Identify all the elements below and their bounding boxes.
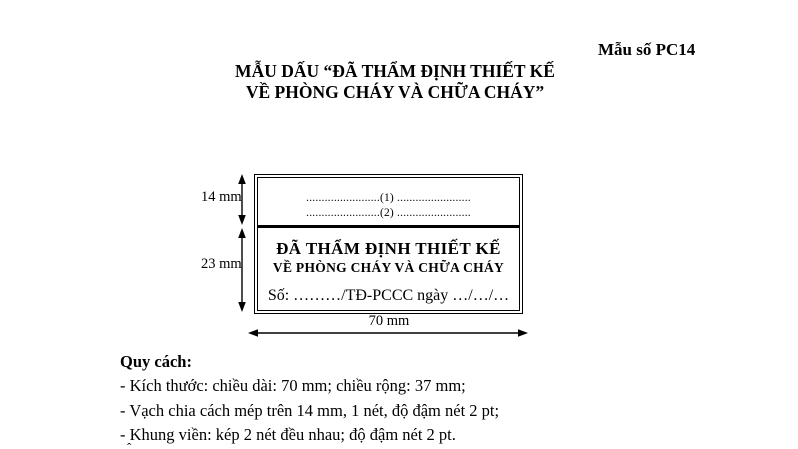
clipped-line-fragment: ˆ (127, 440, 132, 449)
specs-item-border: - Khung viền: kép 2 nét đều nhau; độ đậm nét 2 pt. (120, 425, 456, 445)
specs-section (120, 350, 499, 448)
page-title-line2: VỀ PHÒNG CHÁY VÀ CHỮA CHÁY” (245, 82, 545, 102)
stamp-bottom-section (258, 228, 519, 310)
page-title (145, 61, 645, 103)
stamp-top-section (258, 178, 519, 225)
specs-item-divider: - Vạch chia cách mép trên 14 mm, 1 nét, độ đậm nét 2 pt; (120, 400, 500, 420)
form-number: Mẫu số PC14 (598, 40, 696, 59)
specs-item-size: - Kích thước: chiều dài: 70 mm; chiều rộng: 37 mm; (120, 376, 466, 396)
stamp-heading-line1: ĐÃ THẨM ĐỊNH THIẾT KẾ (276, 239, 501, 258)
page-title-line1: MẪU DẤU “ĐÃ THẨM ĐỊNH THIẾT KẾ (235, 61, 555, 81)
stamp-heading-line2: VỀ PHÒNG CHÁY VÀ CHỮA CHÁY (272, 260, 505, 275)
dimension-label-70mm: 70 mm (368, 313, 410, 329)
stamp-dotted-line-2: ........................(2) ........................ (306, 206, 471, 219)
specs-heading: Quy cách: (120, 352, 192, 371)
stamp-dotted-line-1: ........................(1) ........................ (306, 191, 471, 204)
stamp-number-line: Số: ………/TĐ-PCCC ngày …/…/… (267, 287, 510, 304)
dimension-label-14mm: 14 mm (201, 189, 242, 205)
dimension-label-23mm: 23 mm (201, 256, 242, 272)
stamp-diagram (254, 174, 523, 314)
stamp-inner-border (257, 177, 520, 311)
